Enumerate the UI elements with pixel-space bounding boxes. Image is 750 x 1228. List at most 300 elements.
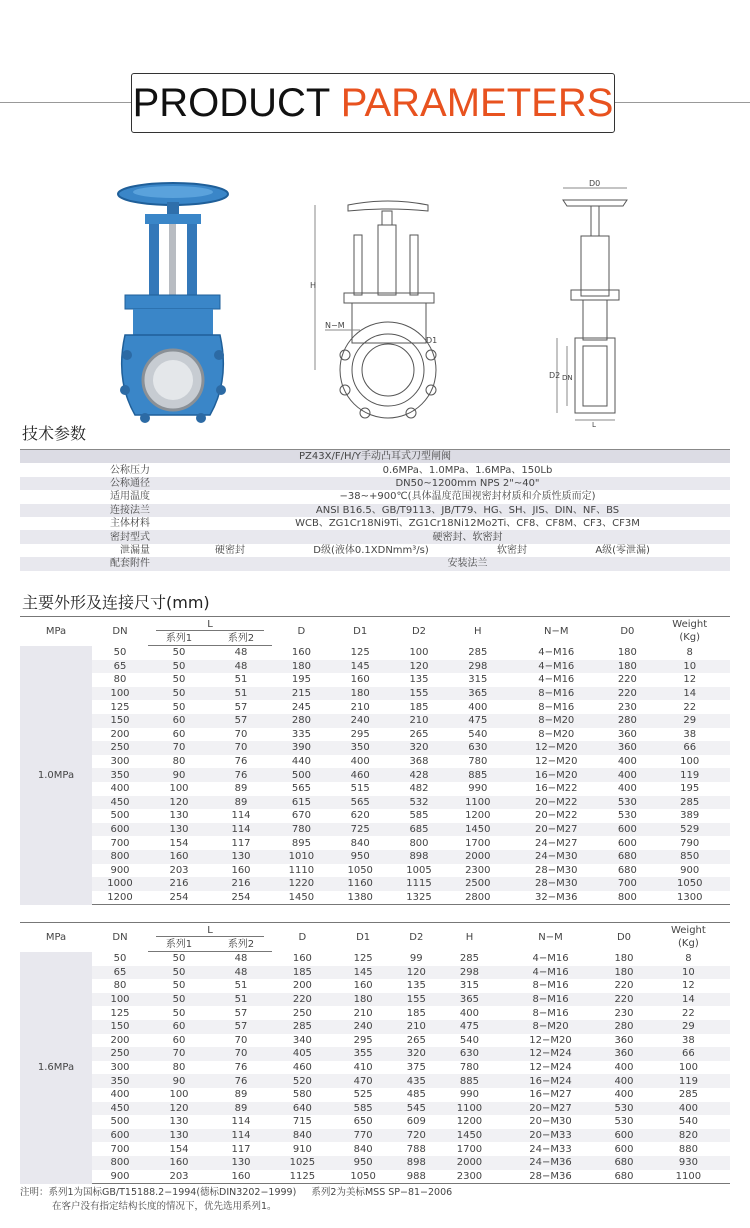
table-cell: 800 xyxy=(92,1156,148,1170)
table-cell: 8−M16 xyxy=(532,980,569,992)
spec-label: 公称通径 xyxy=(20,477,205,490)
table-cell: 440 xyxy=(291,756,311,768)
table-cell: 22 xyxy=(682,1007,695,1019)
table-cell: 99 xyxy=(409,953,423,965)
table-cell: 315 xyxy=(459,980,479,992)
table-cell: 988 xyxy=(394,1170,440,1184)
table-cell: 250 xyxy=(292,1007,312,1019)
table-cell: 50 xyxy=(172,953,186,965)
table-cell: 725 xyxy=(331,823,390,837)
table-cell: 12 xyxy=(683,674,697,686)
table-row xyxy=(20,1156,730,1170)
table-cell: 520 xyxy=(272,1074,333,1088)
table-cell: 245 xyxy=(291,701,311,713)
table-cell: 216 xyxy=(210,877,272,891)
label-h: H xyxy=(310,281,317,290)
col-series2: 系列2 xyxy=(210,631,272,646)
table-cell: 180 xyxy=(617,647,637,659)
table-cell: 10 xyxy=(649,660,730,674)
col-weight: Weight (Kg) xyxy=(647,923,730,952)
table-cell: 32−M36 xyxy=(507,891,605,905)
table-cell: 4−M16 xyxy=(538,674,575,686)
table-cell: 428 xyxy=(390,768,449,782)
table-cell: 898 xyxy=(394,1156,440,1170)
table-cell: 89 xyxy=(210,796,272,810)
table-cell: 70 xyxy=(234,728,248,740)
table-cell: 365 xyxy=(448,687,507,701)
table-cell: 4−M16 xyxy=(507,660,605,674)
spec-row xyxy=(20,490,730,503)
table-cell: 203 xyxy=(148,1170,210,1184)
table-cell: 220 xyxy=(601,993,647,1007)
table-cell: 460 xyxy=(331,768,390,782)
table-cell: 70 xyxy=(234,1034,248,1046)
table-cell: 119 xyxy=(647,1074,730,1088)
table-cell: 840 xyxy=(353,1143,373,1155)
table-cell: 125 xyxy=(353,953,373,965)
spec-heading: PZ43X/F/H/Y手动凸耳式刀型闸阀 xyxy=(20,450,730,464)
footnotes xyxy=(20,1186,452,1214)
table-cell: 540 xyxy=(468,728,488,740)
dims-title: 主要外形及连接尺寸(mm) xyxy=(22,593,210,612)
table-cell: 500 xyxy=(110,1116,130,1128)
table-cell: 20−M33 xyxy=(500,1129,601,1143)
table-cell: 600 xyxy=(92,1129,148,1143)
dimension-table-2 xyxy=(20,922,730,1184)
table-cell: 185 xyxy=(409,701,429,713)
table-cell: 8−M20 xyxy=(538,728,575,740)
table-cell: 990 xyxy=(468,783,488,795)
table-cell: 114 xyxy=(231,810,251,822)
label-d1: D1 xyxy=(426,336,438,345)
table-row xyxy=(20,823,730,837)
table-cell: 200 xyxy=(292,980,312,992)
table-cell: 820 xyxy=(647,1129,730,1143)
table-cell: 100 xyxy=(169,1089,189,1101)
table-cell: 185 xyxy=(272,966,333,980)
col-d0: D0 xyxy=(605,617,649,646)
spec-value: ANSI B16.5、GB/T9113、JB/T79、HG、SH、JIS、DIN、NF、BS xyxy=(205,504,730,517)
table-cell: 10 xyxy=(647,966,730,980)
col-nm: N−M xyxy=(507,617,605,646)
table-cell: 28−M30 xyxy=(535,864,578,876)
table-cell: 16−M24 xyxy=(500,1074,601,1088)
table-cell: 12−M20 xyxy=(535,756,578,768)
spec-row xyxy=(20,463,730,476)
table-cell: 410 xyxy=(353,1062,373,1074)
table-row xyxy=(20,646,730,660)
table-cell: 1100 xyxy=(647,1170,730,1184)
table-cell: 400 xyxy=(110,783,130,795)
table-cell: 155 xyxy=(394,993,440,1007)
table-cell: 1700 xyxy=(465,837,491,849)
table-cell: 76 xyxy=(234,756,248,768)
table-cell: 38 xyxy=(682,1034,695,1046)
hero-title-word1: PRODUCT xyxy=(132,81,330,125)
table-cell: 615 xyxy=(272,796,331,810)
label-dn: DN xyxy=(562,374,573,382)
table-cell: 400 xyxy=(614,1089,634,1101)
table-cell: 950 xyxy=(333,1156,394,1170)
table-cell: 130 xyxy=(148,1129,210,1143)
table-cell: 114 xyxy=(210,1129,272,1143)
table-cell: 130 xyxy=(169,1116,189,1128)
spec-table xyxy=(20,449,730,571)
table-cell: 680 xyxy=(601,1156,647,1170)
table-cell: 220 xyxy=(617,674,637,686)
leak-hard-grade: D级(液体0.1XDNmm³/s) xyxy=(313,544,429,556)
table-cell: 180 xyxy=(605,660,649,674)
table-cell: 24−M30 xyxy=(507,850,605,864)
table-cell: 1005 xyxy=(406,864,432,876)
table-cell: 180 xyxy=(331,687,390,701)
table-cell: 460 xyxy=(292,1062,312,1074)
table-cell: 8−M16 xyxy=(532,1007,569,1019)
table-cell: 8−M20 xyxy=(507,714,605,728)
table-cell: 12−M24 xyxy=(529,1062,572,1074)
table-cell: 790 xyxy=(680,837,700,849)
col-d: D xyxy=(272,923,333,952)
table-cell: 350 xyxy=(331,741,390,755)
table-cell: 885 xyxy=(448,768,507,782)
table-cell: 1220 xyxy=(272,877,331,891)
table-cell: 1100 xyxy=(439,1102,500,1116)
table-cell: 66 xyxy=(649,741,730,755)
table-cell: 20−M27 xyxy=(507,823,605,837)
col-mpa: MPa xyxy=(20,617,92,646)
table-cell: 12−M20 xyxy=(529,1034,572,1046)
table-cell: 120 xyxy=(390,660,449,674)
spec-value: 0.6MPa、1.0MPa、1.6MPa、150Lb xyxy=(382,464,553,476)
note-default: 在客户没有指定结构长度的情况下，优先选用系列1。 xyxy=(52,1201,277,1212)
table-cell: 12−M20 xyxy=(507,741,605,755)
table-cell: 70 xyxy=(148,741,210,755)
table-cell: 298 xyxy=(448,660,507,674)
table-cell: 12 xyxy=(682,980,695,992)
table-cell: 389 xyxy=(680,810,700,822)
table-cell: 50 xyxy=(172,980,186,992)
table-cell: 530 xyxy=(617,810,637,822)
table-cell: 4−M16 xyxy=(500,966,601,980)
table-cell: 57 xyxy=(210,714,272,728)
table-cell: 400 xyxy=(459,1007,479,1019)
pressure-cell: 1.0MPa xyxy=(20,646,92,905)
table-cell: 80 xyxy=(172,1062,186,1074)
table-cell: 100 xyxy=(169,783,189,795)
table-cell: 4−M16 xyxy=(538,647,575,659)
table-cell: 585 xyxy=(333,1102,394,1116)
table-cell: 125 xyxy=(350,647,370,659)
table-cell: 254 xyxy=(210,891,272,905)
table-cell: 160 xyxy=(148,850,210,864)
table-cell: 368 xyxy=(409,756,429,768)
table-cell: 8−M20 xyxy=(500,1020,601,1034)
table-cell: 28−M30 xyxy=(507,877,605,891)
spec-value: 硬密封、软密封 xyxy=(205,530,730,543)
table-cell: 545 xyxy=(394,1102,440,1116)
table-cell: 340 xyxy=(292,1034,312,1046)
table-cell: 650 xyxy=(353,1116,373,1128)
table-cell: 240 xyxy=(331,714,390,728)
table-cell: 620 xyxy=(350,810,370,822)
table-cell: 24−M33 xyxy=(529,1143,572,1155)
col-nm: N−M xyxy=(500,923,601,952)
table-cell: 20−M27 xyxy=(500,1102,601,1116)
table-cell: 280 xyxy=(272,714,331,728)
table-cell: 400 xyxy=(110,1089,130,1101)
table-cell: 850 xyxy=(649,850,730,864)
table-cell: 565 xyxy=(331,796,390,810)
table-cell: 1200 xyxy=(465,810,491,822)
table-cell: 280 xyxy=(601,1020,647,1034)
col-l: L xyxy=(148,617,272,632)
table-cell: 230 xyxy=(617,701,637,713)
table-cell: 600 xyxy=(605,823,649,837)
table-cell: 154 xyxy=(169,1143,189,1155)
table-cell: 285 xyxy=(468,647,488,659)
table-cell: 70 xyxy=(148,1047,210,1061)
table-cell: 400 xyxy=(601,1074,647,1088)
table-row xyxy=(20,796,730,810)
table-cell: 585 xyxy=(409,810,429,822)
table-cell: 1450 xyxy=(272,891,331,905)
dimension-rows xyxy=(20,646,730,905)
table-cell: 315 xyxy=(468,674,488,686)
table-cell: 60 xyxy=(172,1034,186,1046)
table-cell: 2000 xyxy=(439,1156,500,1170)
table-cell: 160 xyxy=(210,1170,272,1184)
table-row xyxy=(20,673,730,687)
table-cell: 400 xyxy=(617,756,637,768)
table-cell: 1000 xyxy=(92,877,148,891)
table-cell: 670 xyxy=(291,810,311,822)
table-cell: 135 xyxy=(409,674,429,686)
table-cell: 630 xyxy=(448,741,507,755)
table-row xyxy=(20,1047,730,1061)
col-series2: 系列2 xyxy=(210,937,272,952)
dimension-rows xyxy=(20,952,730,1184)
table-cell: 265 xyxy=(409,728,429,740)
table-cell: 8−M16 xyxy=(500,993,601,1007)
table-row xyxy=(20,1170,730,1184)
table-cell: 50 xyxy=(172,1007,186,1019)
col-weight: Weight (Kg) xyxy=(649,617,730,646)
table-cell: 57 xyxy=(210,1020,272,1034)
table-cell: 76 xyxy=(210,1074,272,1088)
table-cell: 450 xyxy=(92,1102,148,1116)
table-cell: 155 xyxy=(390,687,449,701)
table-cell: 470 xyxy=(333,1074,394,1088)
col-mpa: MPa xyxy=(20,923,92,952)
table-cell: 180 xyxy=(614,953,634,965)
table-cell: 24−M27 xyxy=(535,837,578,849)
table-cell: 100 xyxy=(409,647,429,659)
table-cell: 8−M16 xyxy=(538,701,575,713)
table-cell: 1050 xyxy=(347,864,373,876)
table-cell: 630 xyxy=(439,1047,500,1061)
note-series2: 系列2为美标MSS SP−81−2006 xyxy=(311,1187,453,1198)
table-cell: 680 xyxy=(605,850,649,864)
table-cell: 16−M22 xyxy=(535,783,578,795)
table-cell: 400 xyxy=(605,768,649,782)
table-cell: 210 xyxy=(350,701,370,713)
spec-label: 主体材料 xyxy=(110,518,150,530)
table-cell: 1110 xyxy=(288,864,315,876)
table-cell: 930 xyxy=(647,1156,730,1170)
spec-title: 技术参数 xyxy=(22,424,87,443)
label-d0: D0 xyxy=(589,179,601,188)
table-cell: 700 xyxy=(110,1143,130,1155)
table-cell: 1450 xyxy=(439,1129,500,1143)
col-d2: D2 xyxy=(394,923,440,952)
table-cell: 405 xyxy=(272,1047,333,1061)
spec-label: 公称压力 xyxy=(110,464,150,476)
table-cell: 50 xyxy=(172,674,186,686)
table-row xyxy=(20,1115,730,1129)
table-cell: 150 xyxy=(92,1020,148,1034)
table-cell: 89 xyxy=(234,1089,248,1101)
table-cell: 51 xyxy=(210,687,272,701)
table-cell: 475 xyxy=(439,1020,500,1034)
table-cell: 80 xyxy=(113,980,127,992)
table-cell: 400 xyxy=(617,783,637,795)
table-cell: 70 xyxy=(210,1047,272,1061)
spec-row xyxy=(20,530,730,543)
table-cell: 57 xyxy=(234,701,248,713)
table-cell: 950 xyxy=(331,850,390,864)
table-cell: 355 xyxy=(333,1047,394,1061)
table-cell: 530 xyxy=(601,1102,647,1116)
table-cell: 900 xyxy=(110,864,130,876)
table-cell: 700 xyxy=(110,837,130,849)
table-cell: 60 xyxy=(148,1020,210,1034)
table-cell: 48 xyxy=(234,953,248,965)
col-d1: D1 xyxy=(333,923,394,952)
table-cell: 2300 xyxy=(465,864,491,876)
table-cell: 220 xyxy=(614,980,634,992)
table-row xyxy=(20,660,730,674)
col-dn: DN xyxy=(92,617,148,646)
table-cell: 840 xyxy=(350,837,370,849)
table-cell: 180 xyxy=(272,660,331,674)
table-cell: 80 xyxy=(172,756,186,768)
spec-label: 密封型式 xyxy=(20,530,205,543)
table-cell: 1325 xyxy=(390,891,449,905)
table-row xyxy=(20,864,730,878)
table-cell: 50 xyxy=(172,701,186,713)
table-cell: 160 xyxy=(291,647,311,659)
table-cell: 350 xyxy=(92,1074,148,1088)
table-cell: 220 xyxy=(605,687,649,701)
table-cell: 80 xyxy=(113,674,127,686)
table-cell: 14 xyxy=(649,687,730,701)
spec-label: 连接法兰 xyxy=(20,504,205,517)
table-cell: 117 xyxy=(231,1143,251,1155)
table-cell: 475 xyxy=(448,714,507,728)
table-cell: 265 xyxy=(406,1034,426,1046)
table-cell: 500 xyxy=(272,768,331,782)
table-cell: 360 xyxy=(601,1047,647,1061)
table-cell: 400 xyxy=(614,1062,634,1074)
spec-row-leak xyxy=(20,544,730,557)
table-cell: 485 xyxy=(406,1089,426,1101)
label-l: L xyxy=(592,421,596,428)
table-cell: 680 xyxy=(601,1170,647,1184)
table-cell: 28−M36 xyxy=(500,1170,601,1184)
table-cell: 230 xyxy=(614,1007,634,1019)
table-row xyxy=(20,993,730,1007)
table-cell: 800 xyxy=(605,891,649,905)
table-cell: 885 xyxy=(439,1074,500,1088)
table-cell: 254 xyxy=(148,891,210,905)
table-cell: 51 xyxy=(234,674,248,686)
table-cell: 100 xyxy=(680,756,700,768)
table-cell: 300 xyxy=(110,756,130,768)
table-cell: 8−M16 xyxy=(507,687,605,701)
table-cell: 215 xyxy=(272,687,331,701)
table-cell: 2500 xyxy=(448,877,507,891)
table-cell: 50 xyxy=(148,660,210,674)
table-cell: 154 xyxy=(169,837,189,849)
table-cell: 160 xyxy=(231,864,251,876)
table-cell: 65 xyxy=(92,660,148,674)
table-cell: 50 xyxy=(148,993,210,1007)
table-cell: 365 xyxy=(439,993,500,1007)
hero-title-word2: PARAMETERS xyxy=(340,81,614,125)
table-cell: 2300 xyxy=(439,1170,500,1184)
table-cell: 22 xyxy=(683,701,697,713)
table-cell: 840 xyxy=(272,1129,333,1143)
table-cell: 1010 xyxy=(272,850,331,864)
table-cell: 720 xyxy=(394,1129,440,1143)
table-cell: 145 xyxy=(333,966,394,980)
table-cell: 715 xyxy=(292,1116,312,1128)
table-cell: 200 xyxy=(110,728,130,740)
spec-row xyxy=(20,477,730,490)
table-cell: 375 xyxy=(406,1062,426,1074)
table-cell: 100 xyxy=(678,1062,698,1074)
table-cell: 76 xyxy=(234,1062,248,1074)
table-cell: 285 xyxy=(459,953,479,965)
table-cell: 180 xyxy=(601,966,647,980)
spec-value: −38~+900℃(具体温度范围视密封材质和介质性质而定) xyxy=(339,491,596,503)
spec-row xyxy=(20,557,730,570)
table-cell: 145 xyxy=(331,660,390,674)
table-cell: 295 xyxy=(353,1034,373,1046)
col-d: D xyxy=(272,617,331,646)
table-cell: 2000 xyxy=(448,850,507,864)
table-cell: 360 xyxy=(614,1034,634,1046)
table-cell: 540 xyxy=(459,1034,479,1046)
table-cell: 20−M22 xyxy=(507,796,605,810)
table-cell: 90 xyxy=(148,1074,210,1088)
table-cell: 89 xyxy=(234,783,248,795)
table-cell: 482 xyxy=(409,783,429,795)
table-cell: 210 xyxy=(390,714,449,728)
table-cell: 530 xyxy=(614,1116,634,1128)
table-cell: 130 xyxy=(148,823,210,837)
col-series1: 系列1 xyxy=(148,631,210,646)
table-cell: 680 xyxy=(617,864,637,876)
table-row xyxy=(20,836,730,850)
table-cell: 220 xyxy=(272,993,333,1007)
table-cell: 8 xyxy=(686,647,693,659)
table-cell: 250 xyxy=(92,741,148,755)
spec-value: DN50~1200mm NPS 2"~40" xyxy=(205,477,730,490)
table-cell: 800 xyxy=(92,850,148,864)
table-cell: 530 xyxy=(605,796,649,810)
table-cell: 100 xyxy=(92,993,148,1007)
